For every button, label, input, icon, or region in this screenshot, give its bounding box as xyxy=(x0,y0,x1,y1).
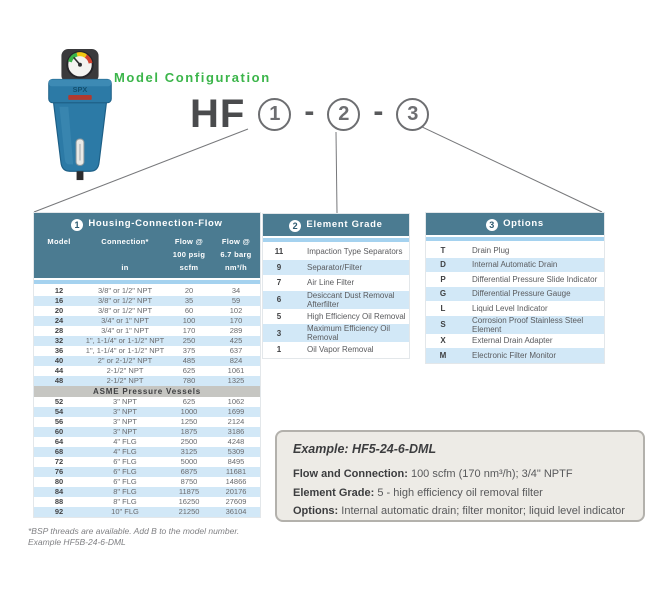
housing-table-row xyxy=(34,397,260,407)
flow-nm3h-cell: 3186 xyxy=(227,427,245,436)
connection-cell: 3" NPT xyxy=(113,417,137,426)
housing-table-row xyxy=(34,457,260,467)
flow-scfm-cell: 21250 xyxy=(178,507,200,516)
product-label-strip xyxy=(68,95,91,100)
flow-scfm-cell: 780 xyxy=(182,376,196,385)
housing-table-row xyxy=(34,507,260,517)
grade-label-cell: Impaction Type Separators xyxy=(307,247,403,257)
model-cell: 36 xyxy=(54,346,64,355)
connection-cell: 3/4" or 1" NPT xyxy=(101,326,149,335)
flow-nm3h-cell: 4248 xyxy=(227,437,245,446)
circled-1-icon: 1 xyxy=(258,98,291,131)
flow-scfm-cell: 170 xyxy=(182,326,196,335)
model-cell: 72 xyxy=(54,457,64,466)
housing-table-row xyxy=(34,356,260,366)
housing-table-title-bar xyxy=(34,213,260,235)
options-title-bar xyxy=(426,213,604,236)
connection-cell: 3/8" or 1/2" NPT xyxy=(97,296,153,305)
element-grade-row xyxy=(263,291,409,309)
col-header-flow-scfm: Flow @ 100 psig scfm xyxy=(166,235,212,279)
housing-table-row xyxy=(34,316,260,326)
footnote-line-2: Example HF5B-24-6-DML xyxy=(28,537,126,547)
option-label-cell: Corrosion Proof Stainless Steel Element xyxy=(472,315,584,334)
grade-label-cell: Maximum Efficiency Oil Removal xyxy=(307,324,390,342)
example-flow-value: 100 scfm (170 nm³/h); 3/4" NPTF xyxy=(407,468,573,480)
element-grade-table xyxy=(262,213,410,359)
model-cell: 64 xyxy=(54,437,64,446)
example-options-value: Internal automatic drain; filter monitor; liquid level indicator xyxy=(338,505,625,517)
flow-scfm-cell: 16250 xyxy=(178,497,200,506)
grade-label-cell: High Efficiency Oil Removal xyxy=(307,311,406,321)
model-cell: 16 xyxy=(54,296,64,305)
connection-cell: 2-1/2" NPT xyxy=(106,366,144,375)
flow-scfm-cell: 1250 xyxy=(180,417,198,426)
option-code-cell: T xyxy=(440,245,446,255)
grade-code-cell: 11 xyxy=(274,247,284,257)
element-grade-row xyxy=(263,275,409,291)
grade-label-cell: Air Line Filter xyxy=(307,278,355,288)
model-cell: 54 xyxy=(54,407,64,416)
flow-nm3h-cell: 2124 xyxy=(227,417,245,426)
example-options-label: Options: xyxy=(293,505,339,517)
options-row xyxy=(426,316,604,334)
housing-table-title: Housing-Connection-Flow xyxy=(88,217,223,229)
page-title: Model Configuration xyxy=(114,70,271,85)
options-row xyxy=(426,287,604,302)
example-box xyxy=(275,430,645,522)
flow-nm3h-cell: 1699 xyxy=(227,407,245,416)
grade-code-cell: 1 xyxy=(276,345,282,355)
flow-nm3h-cell: 5309 xyxy=(227,447,245,456)
brand-label: SPX xyxy=(72,85,88,95)
flow-nm3h-cell: 36104 xyxy=(225,507,247,516)
asme-section-row xyxy=(34,386,260,397)
flow-scfm-cell: 2500 xyxy=(180,437,198,446)
option-label-cell: Differential Pressure Slide Indicator xyxy=(472,274,598,284)
circled-2-icon: 2 xyxy=(289,220,301,232)
connection-cell: 6" FLG xyxy=(113,467,137,476)
footnote-line-1: *BSP threads are available. Add B to the model number. xyxy=(28,526,240,536)
flow-nm3h-cell: 11681 xyxy=(225,467,247,476)
element-grade-row xyxy=(263,260,409,276)
element-grade-row xyxy=(263,309,409,325)
element-grade-row xyxy=(263,342,409,358)
model-cell: 48 xyxy=(54,376,64,385)
model-cell: 60 xyxy=(54,427,64,436)
example-grade-label: Element Grade: xyxy=(293,486,375,499)
bsp-footnote xyxy=(28,526,239,548)
option-code-cell: L xyxy=(440,303,446,313)
grade-code-cell: 6 xyxy=(276,295,282,304)
housing-table-row xyxy=(34,285,260,296)
flow-scfm-cell: 375 xyxy=(182,346,196,355)
flow-nm3h-cell: 59 xyxy=(231,296,241,305)
asme-section-label: ASME Pressure Vessels xyxy=(34,386,260,397)
connection-cell: 10" FLG xyxy=(111,507,139,516)
model-cell: 76 xyxy=(54,467,64,476)
element-grade-title-bar xyxy=(263,214,409,237)
grade-code-cell: 9 xyxy=(276,262,282,272)
housing-connection-flow-table xyxy=(33,212,261,518)
option-code-cell: G xyxy=(439,289,447,299)
connection-cell: 3" NPT xyxy=(113,397,137,406)
housing-table-row xyxy=(34,407,260,417)
flow-nm3h-cell: 425 xyxy=(229,336,243,345)
circled-3-icon: 3 xyxy=(486,219,498,231)
options-row xyxy=(426,301,604,316)
filter-illustration xyxy=(36,46,124,188)
connection-cell: 2" or 2-1/2" NPT xyxy=(97,356,153,365)
connection-cell: 8" FLG xyxy=(113,487,137,496)
model-cell: 44 xyxy=(54,366,64,375)
flow-nm3h-cell: 20176 xyxy=(225,487,247,496)
flow-nm3h-cell: 1062 xyxy=(227,397,245,406)
housing-table-row xyxy=(34,417,260,427)
grade-code-cell: 7 xyxy=(276,278,282,288)
code-dash: - xyxy=(373,94,384,128)
connection-cell: 4" FLG xyxy=(113,447,137,456)
model-cell: 20 xyxy=(54,306,64,315)
model-cell: 52 xyxy=(54,397,64,406)
housing-table-column-headers xyxy=(34,235,260,279)
options-row xyxy=(426,242,604,258)
model-cell: 24 xyxy=(54,316,64,325)
flow-scfm-cell: 60 xyxy=(184,306,194,315)
col-header-model: Model xyxy=(34,235,84,279)
flow-nm3h-cell: 824 xyxy=(229,356,243,365)
flow-scfm-cell: 20 xyxy=(184,286,194,295)
housing-table-row xyxy=(34,477,260,487)
model-cell: 68 xyxy=(54,447,64,456)
flow-scfm-cell: 625 xyxy=(182,397,196,406)
model-cell: 28 xyxy=(54,326,64,335)
connection-cell: 3/4" or 1" NPT xyxy=(101,316,149,325)
option-label-cell: Electronic Filter Monitor xyxy=(472,350,557,360)
element-grade-row xyxy=(263,243,409,260)
grade-code-cell: 5 xyxy=(276,311,282,321)
housing-table-row xyxy=(34,326,260,336)
option-label-cell: External Drain Adapter xyxy=(472,336,553,346)
options-title: Options xyxy=(503,217,544,229)
grade-code-cell: 3 xyxy=(276,328,282,338)
flow-nm3h-cell: 1061 xyxy=(227,366,245,375)
flow-nm3h-cell: 289 xyxy=(229,326,243,335)
example-flow-label: Flow and Connection: xyxy=(293,468,408,480)
flow-scfm-cell: 100 xyxy=(182,316,196,325)
housing-table-row xyxy=(34,427,260,437)
grade-label-cell: Desiccant Dust Removal Afterfilter xyxy=(307,290,395,309)
grade-label-cell: Separator/Filter xyxy=(307,262,363,272)
flow-nm3h-cell: 34 xyxy=(231,286,241,295)
circled-1-icon: 1 xyxy=(71,219,83,231)
flow-nm3h-cell: 14866 xyxy=(225,477,247,486)
connection-cell: 2-1/2" NPT xyxy=(106,376,144,385)
grade-label-cell: Oil Vapor Removal xyxy=(307,345,374,355)
flow-scfm-cell: 1000 xyxy=(180,407,198,416)
flow-scfm-cell: 3125 xyxy=(180,447,198,456)
options-row xyxy=(426,272,604,287)
housing-table-row xyxy=(34,366,260,376)
housing-table-row xyxy=(34,376,260,386)
connection-cell: 8" FLG xyxy=(113,497,137,506)
connection-cell: 1", 1-1/4" or 1-1/2" NPT xyxy=(85,336,165,345)
model-cell: 32 xyxy=(54,336,64,345)
options-row xyxy=(426,334,604,349)
connection-cell: 3/8" or 1/2" NPT xyxy=(97,286,153,295)
example-grade-line xyxy=(293,484,627,503)
model-code-prefix: HF xyxy=(190,92,246,136)
element-grade-title: Element Grade xyxy=(306,218,383,230)
connection-cell: 3" NPT xyxy=(113,407,137,416)
filter-product-image xyxy=(36,46,124,188)
connection-cell: 4" FLG xyxy=(113,437,137,446)
housing-table-row xyxy=(34,487,260,497)
example-flow-line xyxy=(293,465,627,484)
flow-scfm-cell: 11875 xyxy=(178,487,200,496)
option-code-cell: P xyxy=(440,274,446,284)
element-grade-row xyxy=(263,324,409,342)
example-title: Example: HF5-24-6-DML xyxy=(293,442,437,456)
flow-scfm-cell: 1875 xyxy=(180,427,198,436)
flow-nm3h-cell: 637 xyxy=(229,346,243,355)
housing-table-row xyxy=(34,447,260,457)
connection-cell: 6" FLG xyxy=(113,457,137,466)
flow-scfm-cell: 6875 xyxy=(180,467,198,476)
housing-table-row xyxy=(34,296,260,306)
option-code-cell: M xyxy=(439,350,447,360)
col-header-connection: Connection* in xyxy=(84,235,166,279)
model-cell: 80 xyxy=(54,477,64,486)
flow-nm3h-cell: 102 xyxy=(229,306,243,315)
model-cell: 40 xyxy=(54,356,64,365)
flow-scfm-cell: 250 xyxy=(182,336,196,345)
housing-table-row xyxy=(34,497,260,507)
example-grade-value: 5 - high efficiency oil removal filter xyxy=(374,486,543,499)
options-row xyxy=(426,348,604,363)
connection-cell: 1", 1-1/4" or 1-1/2" NPT xyxy=(85,346,165,355)
option-code-cell: X xyxy=(440,336,446,346)
circled-2-icon: 2 xyxy=(327,98,360,131)
drain-port xyxy=(77,171,84,180)
housing-table-row xyxy=(34,306,260,316)
model-cell: 12 xyxy=(54,286,64,295)
option-label-cell: Liquid Level Indicator xyxy=(472,303,548,313)
model-cell: 84 xyxy=(54,487,64,496)
connection-cell: 3/8" or 1/2" NPT xyxy=(97,306,153,315)
example-options-line xyxy=(293,502,627,521)
options-row xyxy=(426,258,604,273)
flow-nm3h-cell: 8495 xyxy=(227,457,245,466)
flow-scfm-cell: 5000 xyxy=(180,457,198,466)
connection-cell: 3" NPT xyxy=(113,427,137,436)
option-label-cell: Internal Automatic Drain xyxy=(472,260,558,270)
model-code-row xyxy=(190,94,429,134)
col-header-flow-nm3h: Flow @ 6.7 barg nm³/h xyxy=(212,235,260,279)
housing-table-row xyxy=(34,346,260,356)
code-dash: - xyxy=(304,94,315,128)
connection-cell: 6" FLG xyxy=(113,477,137,486)
flow-scfm-cell: 35 xyxy=(184,296,194,305)
flow-nm3h-cell: 170 xyxy=(229,316,243,325)
option-label-cell: Differential Pressure Gauge xyxy=(472,289,571,299)
flow-scfm-cell: 625 xyxy=(182,366,196,375)
housing-table-row xyxy=(34,437,260,447)
options-table xyxy=(425,212,605,364)
flow-scfm-cell: 8750 xyxy=(180,477,198,486)
circled-3-icon: 3 xyxy=(396,98,429,131)
flow-nm3h-cell: 27609 xyxy=(225,497,247,506)
model-cell: 88 xyxy=(54,497,64,506)
model-cell: 92 xyxy=(54,507,64,516)
flow-scfm-cell: 485 xyxy=(182,356,196,365)
housing-table-row xyxy=(34,336,260,346)
housing-table-row xyxy=(34,467,260,477)
option-label-cell: Drain Plug xyxy=(472,245,510,255)
option-code-cell: S xyxy=(440,320,446,329)
model-cell: 56 xyxy=(54,417,64,426)
flow-nm3h-cell: 1325 xyxy=(227,376,245,385)
option-code-cell: D xyxy=(440,260,446,270)
